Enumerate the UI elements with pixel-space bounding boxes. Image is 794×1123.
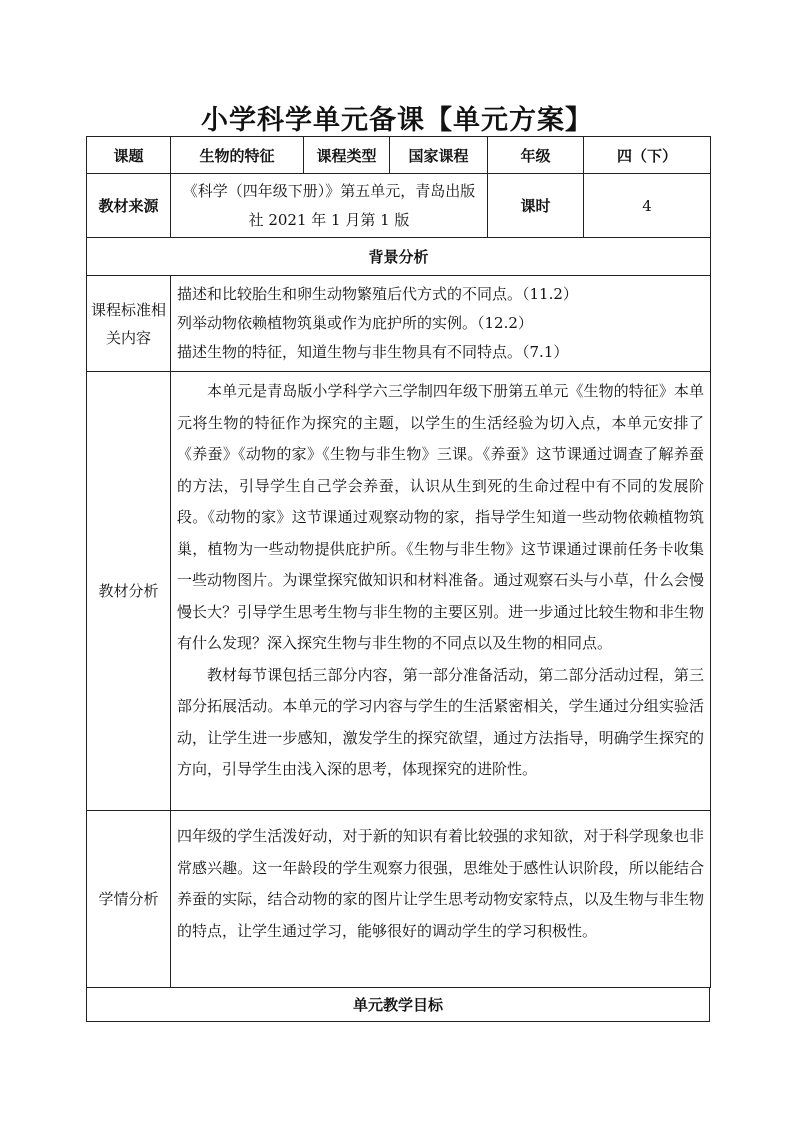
topic-label: 课题 bbox=[87, 137, 171, 174]
topic-value: 生物的特征 bbox=[171, 137, 304, 174]
learner-label: 学情分析 bbox=[87, 811, 171, 988]
goals-heading: 单元教学目标 bbox=[87, 988, 710, 1022]
course-type-value: 国家课程 bbox=[390, 137, 488, 174]
standards-content bbox=[171, 276, 711, 372]
grade-value: 四（下） bbox=[584, 137, 711, 174]
standard-item: 描述和比较胎生和卵生动物繁殖后代方式的不同点。（11.2） bbox=[177, 285, 578, 303]
material-content bbox=[171, 372, 711, 811]
standard-item: 列举动物依赖植物筑巢或作为庇护所的实例。（12.2） bbox=[177, 314, 533, 332]
page-title: 小学科学单元备课【单元方案】 bbox=[201, 105, 593, 136]
material-label: 教材分析 bbox=[87, 372, 171, 811]
learner-content: 四年级的学生活泼好动，对于新的知识有着比较强的求知欲，对于科学现象也非常感兴趣。这一年龄段的学生观察力很强，思维处于感性认识阶段，所以能结合养蚕的实际，结合动物的家的图片让学生思考动物安家特点，以及生物与非生物的特点，让学生通过学习，能够很好的调动学生的学习积极性。 bbox=[171, 811, 711, 988]
background-heading: 背景分析 bbox=[87, 238, 711, 276]
grade-label: 年级 bbox=[488, 137, 584, 174]
source-label: 教材来源 bbox=[87, 174, 171, 238]
source-value: 《科学（四年级下册）》第五单元，青岛出版社 2021 年 1 月第 1 版 bbox=[171, 174, 488, 238]
course-type-label: 课程类型 bbox=[304, 137, 390, 174]
plan-table bbox=[86, 136, 711, 988]
hours-value: 4 bbox=[584, 174, 711, 238]
standard-item: 描述生物的特征，知道生物与非生物具有不同特点。（7.1） bbox=[177, 343, 569, 361]
standards-label: 课程标准相关内容 bbox=[87, 276, 171, 372]
material-paragraph: 教材每节课包括三部分内容，第一部分准备活动，第二部分活动过程，第三部分拓展活动。本单元的学习内容与学生的生活紧密相关，学生通过分组实验活动，让学生进一步感知，激发学生的探究欲望，通过方法指导，明确学生探究的方向，引导学生由浅入深的思考，体现探究的进阶性。 bbox=[177, 665, 704, 778]
hours-label: 课时 bbox=[488, 174, 584, 238]
material-paragraph: 本单元是青岛版小学科学六三学制四年级下册第五单元《生物的特征》本单元将生物的特征作为探究的主题，以学生的生活经验为切入点，本单元安排了《养蚕》《动物的家》《生物与非生物》三课。《养蚕》这节课通过调查了解养蚕的方法，引导学生自己学会养蚕，认识从生到死的生命过程中有不同的发展阶段。《动物的家》这节课通过观察动物的家，指导学生知道一些动物依赖植物筑巢，植物为一些动物提供庇护所。《生物与非生物》这节课通过课前任务卡收集一些动物图片。为课堂探究做知识和材料准备。通过观察石头与小草，什么会慢慢长大？引导学生思考生物与非生物的主要区别。进一步通过比较生物和非生物有什么发现？深入探究生物与非生物的不同点以及生物的相同点。 bbox=[177, 382, 704, 652]
goals-table bbox=[86, 987, 710, 1022]
